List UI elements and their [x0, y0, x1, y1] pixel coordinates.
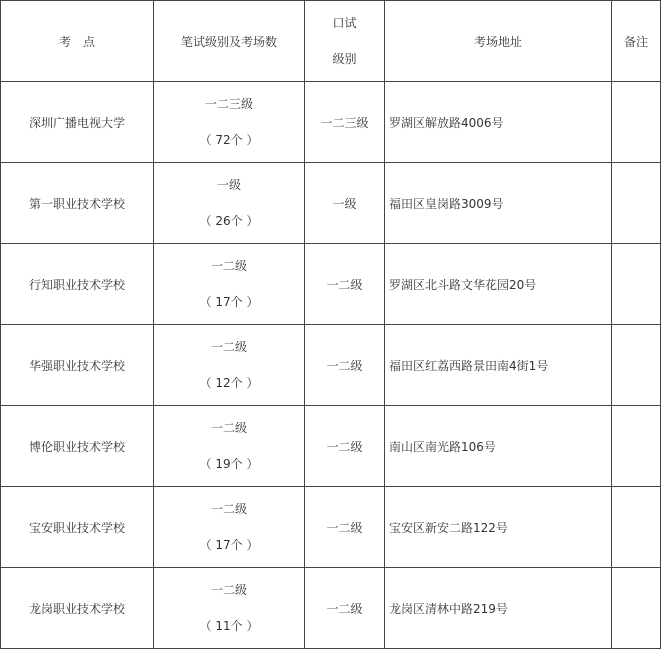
- written-count: （ 12个 ）: [199, 376, 259, 390]
- written-gap: [154, 437, 304, 455]
- cell-written: [154, 487, 305, 568]
- cell-oral: [305, 325, 385, 406]
- header-site: [1, 1, 154, 82]
- address-text: 福田区皇岗路3009号: [389, 196, 504, 211]
- written-count: （ 11个 ）: [199, 619, 259, 633]
- cell-site: [1, 406, 154, 487]
- header-oral-gap: [305, 32, 384, 50]
- site-name: 博伦职业技术学校: [28, 439, 125, 454]
- written-level: 一级: [216, 178, 241, 192]
- cell-site: [1, 163, 154, 244]
- address-text: 南山区南光路106号: [389, 439, 496, 454]
- cell-address: [385, 244, 612, 325]
- written-gap: [154, 194, 304, 212]
- cell-note: [612, 163, 661, 244]
- cell-oral: [305, 406, 385, 487]
- cell-address: [385, 487, 612, 568]
- header-oral-line1: 口试: [332, 16, 357, 30]
- site-name: 宝安职业技术学校: [28, 520, 125, 535]
- cell-address: [385, 568, 612, 649]
- oral-level: 一二级: [326, 358, 363, 373]
- written-gap: [154, 599, 304, 617]
- site-name: 深圳广播电视大学: [28, 115, 125, 130]
- address-text: 罗湖区北斗路文华花园20号: [389, 277, 537, 292]
- cell-note: [612, 325, 661, 406]
- cell-written: [154, 406, 305, 487]
- cell-written: [154, 568, 305, 649]
- cell-note: [612, 487, 661, 568]
- address-text: 龙岗区清林中路219号: [389, 601, 508, 616]
- cell-site: [1, 325, 154, 406]
- site-name: 华强职业技术学校: [28, 358, 125, 373]
- address-text: 宝安区新安二路122号: [389, 520, 508, 535]
- written-count: （ 19个 ）: [199, 457, 259, 471]
- header-written-label: 笔试级别及考场数: [180, 34, 277, 49]
- cell-written: [154, 163, 305, 244]
- written-count: （ 17个 ）: [199, 295, 259, 309]
- cell-address: [385, 82, 612, 163]
- cell-oral: [305, 82, 385, 163]
- cell-note: [612, 82, 661, 163]
- cell-oral: [305, 163, 385, 244]
- written-count: （ 26个 ）: [199, 214, 259, 228]
- header-note-label: 备注: [623, 34, 648, 49]
- written-count: （ 72个 ）: [199, 133, 259, 147]
- site-name: 第一职业技术学校: [28, 196, 125, 211]
- cell-note: [612, 568, 661, 649]
- written-gap: [154, 113, 304, 131]
- oral-level: 一二级: [326, 277, 363, 292]
- cell-site: [1, 487, 154, 568]
- cell-site: [1, 568, 154, 649]
- cell-address: [385, 325, 612, 406]
- cell-note: [612, 406, 661, 487]
- written-gap: [154, 275, 304, 293]
- oral-level: 一二级: [326, 601, 363, 616]
- cell-note: [612, 244, 661, 325]
- cell-oral: [305, 487, 385, 568]
- address-text: 福田区红荔西路景田南4街1号: [389, 358, 549, 373]
- table-row: [1, 82, 661, 163]
- oral-level: 一二三级: [320, 115, 369, 130]
- written-level: 一二三级: [204, 97, 253, 111]
- written-level: 一二级: [210, 340, 247, 354]
- written-level: 一二级: [210, 502, 247, 516]
- oral-level: 一级: [332, 196, 357, 211]
- written-level: 一二级: [210, 421, 247, 435]
- written-count: （ 17个 ）: [199, 538, 259, 552]
- site-name: 行知职业技术学校: [28, 277, 125, 292]
- table-row: [1, 568, 661, 649]
- cell-oral: [305, 244, 385, 325]
- address-text: 罗湖区解放路4006号: [389, 115, 504, 130]
- cell-site: [1, 82, 154, 163]
- table-row: [1, 325, 661, 406]
- header-address-label: 考场地址: [473, 34, 522, 49]
- header-oral-line2: 级别: [332, 52, 357, 66]
- table-row: [1, 487, 661, 568]
- written-gap: [154, 518, 304, 536]
- header-note: [612, 1, 661, 82]
- table-row: [1, 244, 661, 325]
- oral-level: 一二级: [326, 520, 363, 535]
- cell-address: [385, 406, 612, 487]
- written-level: 一二级: [210, 583, 247, 597]
- cell-address: [385, 163, 612, 244]
- header-address: [385, 1, 612, 82]
- table-row: [1, 163, 661, 244]
- table-row: [1, 406, 661, 487]
- oral-level: 一二级: [326, 439, 363, 454]
- cell-written: [154, 82, 305, 163]
- site-name: 龙岗职业技术学校: [28, 601, 125, 616]
- cell-written: [154, 244, 305, 325]
- header-oral: [305, 1, 385, 82]
- cell-oral: [305, 568, 385, 649]
- header-written: [154, 1, 305, 82]
- header-site-label: 考 点: [58, 34, 95, 49]
- written-gap: [154, 356, 304, 374]
- cell-site: [1, 244, 154, 325]
- table-header-row: [1, 1, 661, 82]
- written-level: 一二级: [210, 259, 247, 273]
- cell-written: [154, 325, 305, 406]
